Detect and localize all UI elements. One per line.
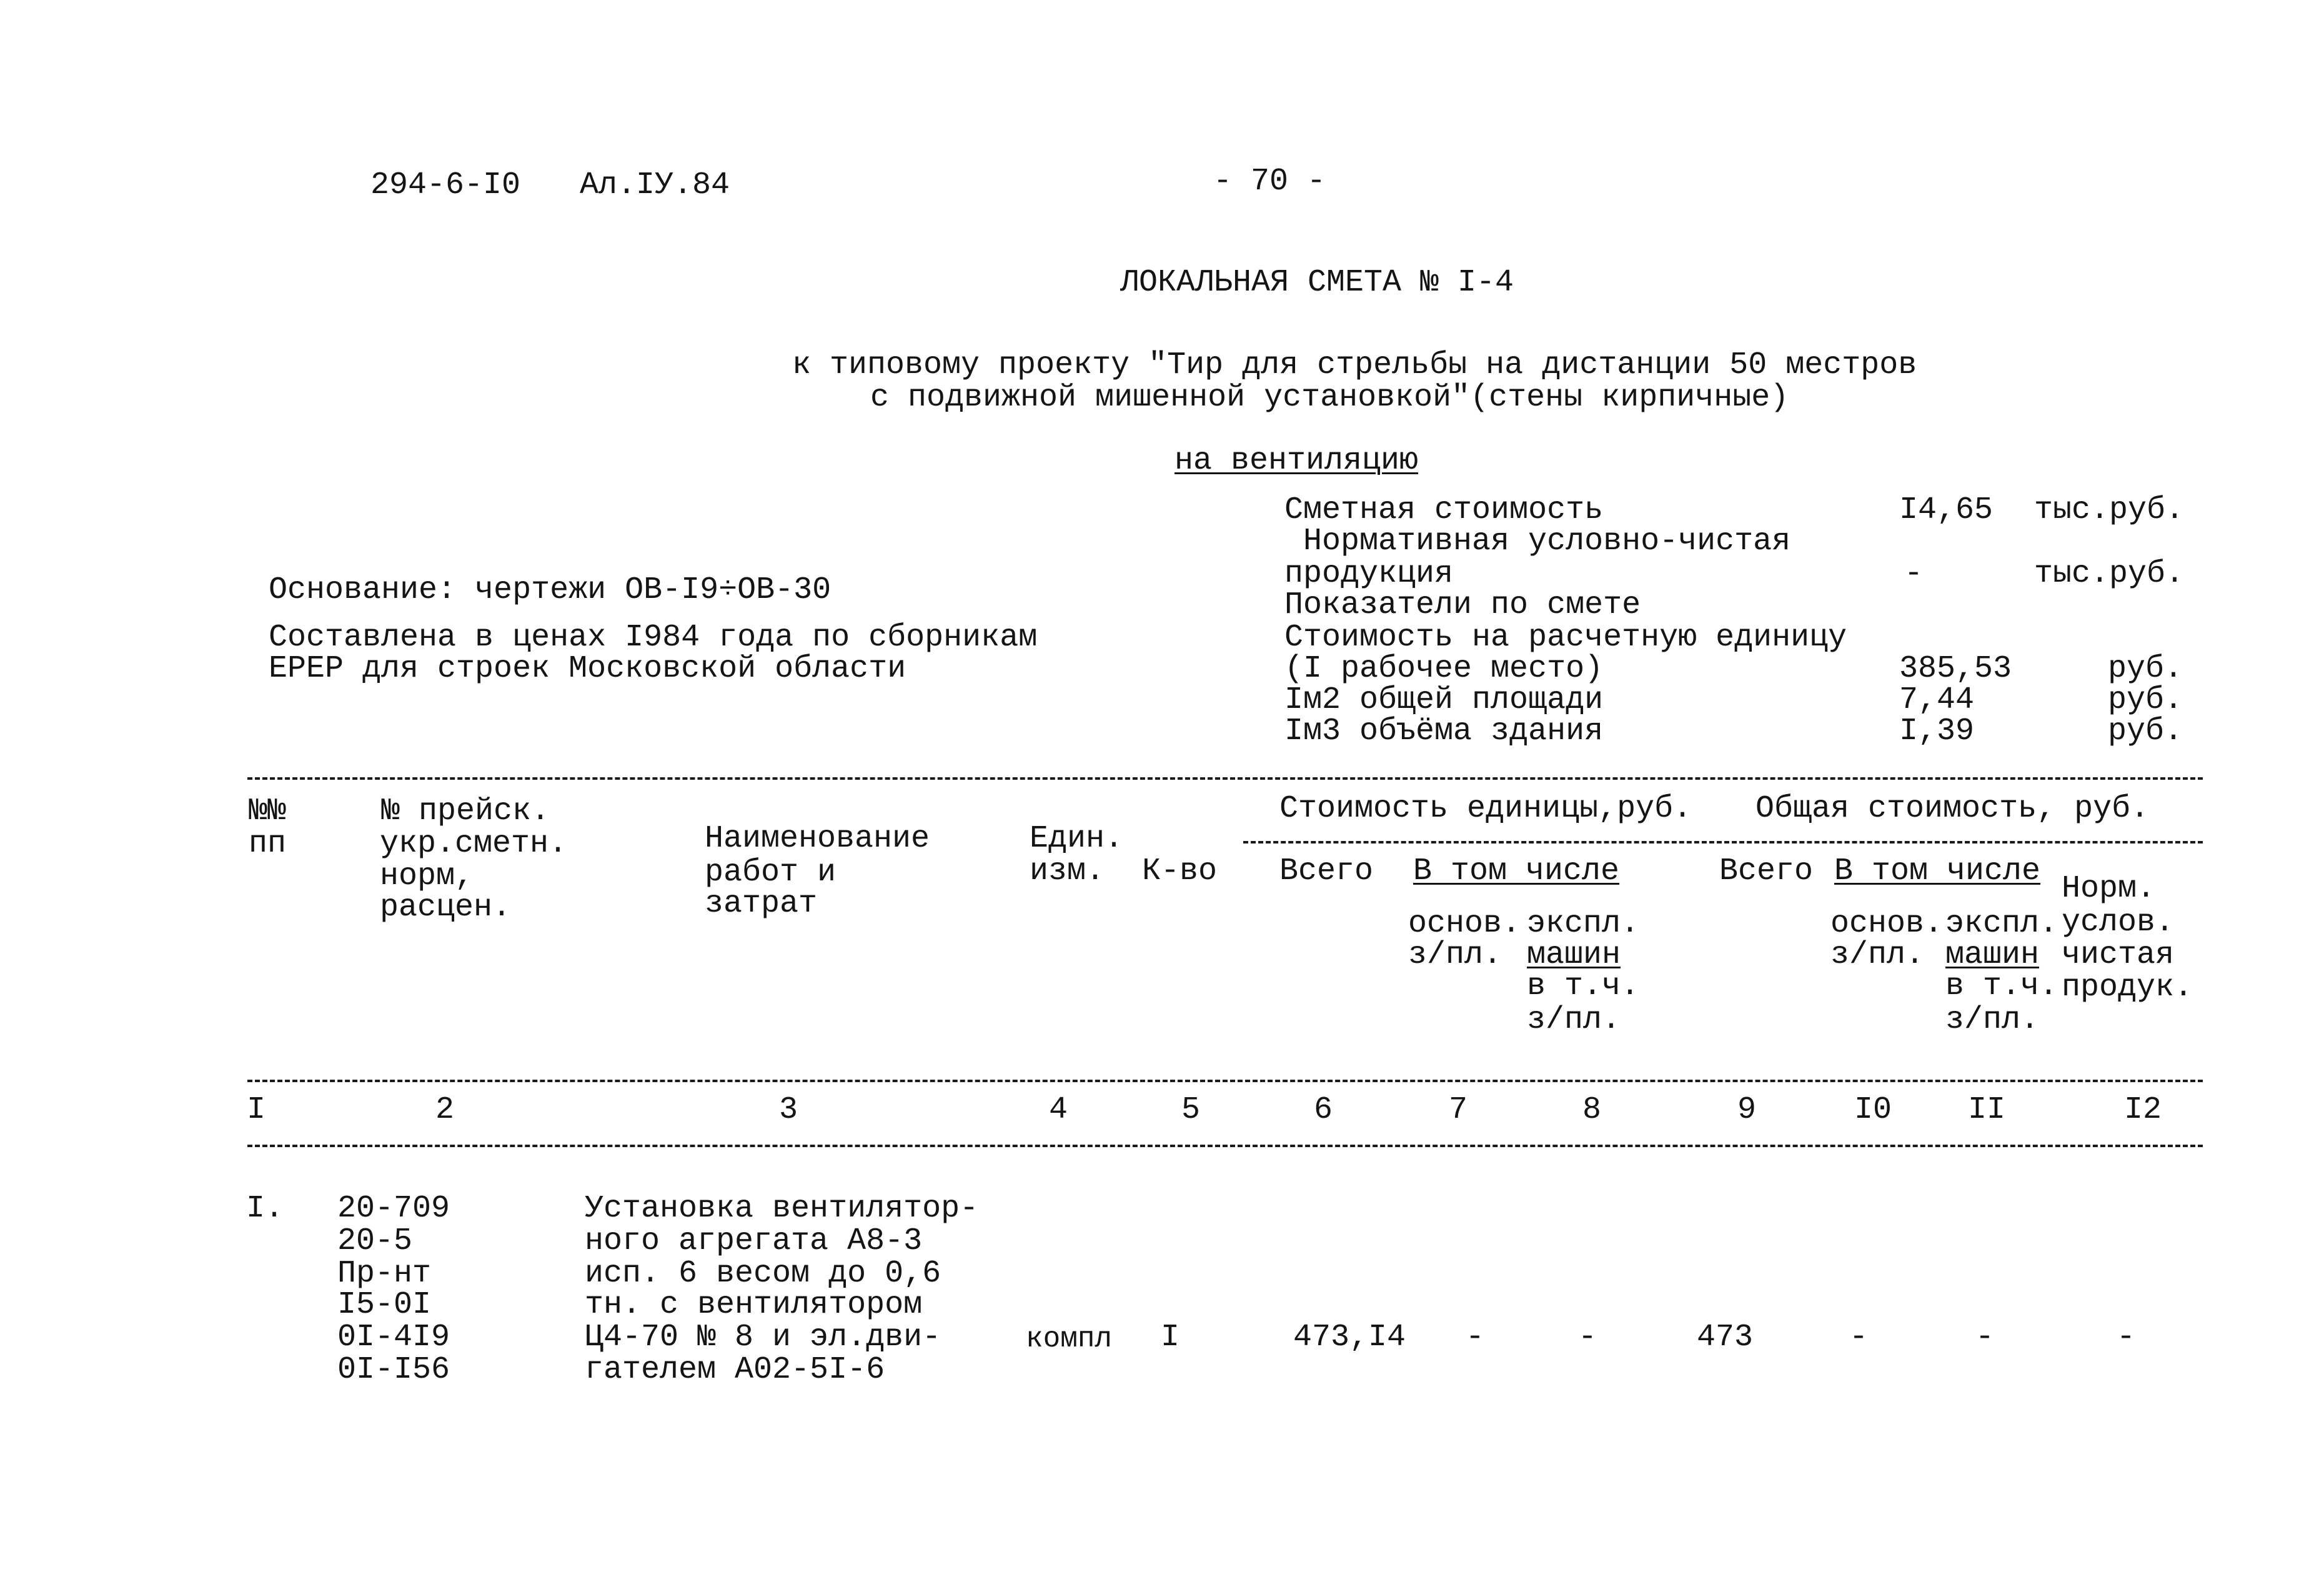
col10-header: основ. <box>1830 906 1944 942</box>
price-code: 0I-4I9 <box>337 1320 450 1355</box>
basis-line-1: Основание: чертежи ОВ-I9÷ОВ-30 <box>269 572 832 608</box>
col7-header: основ. <box>1408 906 1521 942</box>
col8-header: экспл. <box>1527 906 1640 942</box>
page-number: - 70 - <box>1213 164 1326 199</box>
col3-header: работ и <box>705 855 837 890</box>
price-code: 20-709 <box>337 1191 450 1226</box>
subtitle-line-2: с подвижной мишенной установкой"(стены кирпичные) <box>870 380 1789 415</box>
col7-header: з/пл. <box>1408 937 1502 973</box>
total-cost-group-header: Общая стоимость, руб. <box>1755 791 2150 827</box>
summary-unit: руб. <box>2108 682 2183 718</box>
summary-unit: тыс.руб. <box>2034 492 2185 528</box>
work-description: Ц4-70 № 8 и эл.дви- <box>585 1320 941 1355</box>
summary-label: Iм3 объёма здания <box>1284 714 1604 749</box>
album-number: Ал.IУ.84 <box>580 167 730 203</box>
quantity: I <box>1161 1320 1180 1355</box>
col11-header: в т.ч. <box>1945 968 2058 1004</box>
summary-label: Iм2 общей площади <box>1284 682 1604 718</box>
col8-header: в т.ч. <box>1527 968 1640 1004</box>
document-title: ЛОКАЛЬНАЯ СМЕТА № I-4 <box>1120 265 1514 301</box>
col11-header: экспл. <box>1945 906 2058 942</box>
col1-header: пп <box>249 826 287 862</box>
col5-header: К-во <box>1142 853 1218 889</box>
col4-header: Един. <box>1030 821 1124 857</box>
unit-cost-total: 473,I4 <box>1293 1320 1406 1355</box>
col10-11-group-header: В том числе <box>1834 853 2041 889</box>
table-top-rule <box>247 777 2203 780</box>
price-code: I5-0I <box>337 1287 432 1323</box>
col3-header: Наименование <box>705 821 930 857</box>
summary-label: (I рабочее место) <box>1284 651 1604 687</box>
column-number: I0 <box>1854 1092 1892 1128</box>
basis-line-3: ЕРЕР для строек Московской области <box>269 651 906 687</box>
col11-header: з/пл. <box>1945 1002 2040 1038</box>
document-code: 294-6-I0 <box>370 167 521 203</box>
column-number: 7 <box>1448 1092 1468 1128</box>
column-number: 8 <box>1582 1092 1602 1128</box>
summary-label: Стоимость на расчетную единицу <box>1284 620 1847 655</box>
column-number: 6 <box>1313 1092 1333 1128</box>
summary-label: Показатели по смете <box>1284 587 1641 623</box>
total-cost: 473 <box>1697 1320 1754 1355</box>
total-cost-machines: - <box>1975 1320 1995 1355</box>
summary-value: I4,65 <box>1899 492 1994 528</box>
unit-of-measure: компл <box>1026 1323 1113 1355</box>
summary-value: - <box>1904 556 1924 592</box>
col4-header: изм. <box>1030 853 1105 889</box>
column-number: I <box>246 1092 266 1128</box>
col12-header: чистая <box>2062 937 2175 973</box>
col8-header: машин <box>1527 937 1621 973</box>
col2-header: расцен. <box>380 890 512 925</box>
work-description: Установка вентилятор- <box>585 1191 979 1226</box>
summary-unit: руб. <box>2108 651 2183 687</box>
column-number: 2 <box>435 1092 455 1128</box>
col2-header: № прейск. <box>381 794 550 829</box>
basis-line-2: Составлена в ценах I984 года по сборникам <box>269 620 1038 655</box>
header-bottom-rule <box>247 1080 2203 1082</box>
col8-header: з/пл. <box>1527 1002 1621 1038</box>
col12-header: продук. <box>2062 970 2193 1005</box>
col6-header: Всего <box>1279 853 1374 889</box>
total-cost-wages: - <box>1849 1320 1869 1355</box>
summary-unit: руб. <box>2108 714 2183 749</box>
unit-cost-machines: - <box>1578 1320 1597 1355</box>
summary-label: продукция <box>1284 556 1454 592</box>
column-number: 5 <box>1181 1092 1201 1128</box>
price-code: 0I-I56 <box>337 1352 450 1388</box>
group-rule <box>1243 841 2203 843</box>
summary-unit: тыс.руб. <box>2034 556 2185 592</box>
price-code: Пр-нт <box>337 1256 432 1291</box>
unit-cost-group-header: Стоимость единицы,руб. <box>1279 791 1692 827</box>
normative-net-product: - <box>2117 1320 2136 1355</box>
price-code: 20-5 <box>337 1223 413 1259</box>
col12-header: услов. <box>2062 905 2175 940</box>
summary-value: 385,53 <box>1899 651 2012 687</box>
summary-label: Нормативная условно-чистая <box>1303 524 1791 559</box>
column-number: I2 <box>2123 1092 2162 1128</box>
col7-8-group-header: В том числе <box>1413 853 1620 889</box>
summary-label: Сметная стоимость <box>1284 492 1604 528</box>
col9-header: Всего <box>1719 853 1814 889</box>
work-description: тн. с вентилятором <box>585 1287 923 1323</box>
col11-header: машин <box>1945 937 2040 973</box>
work-description: ного агрегата А8-3 <box>585 1223 923 1259</box>
column-number: 4 <box>1048 1092 1068 1128</box>
col2-header: укр.сметн. <box>380 826 568 862</box>
subtitle-line-1: к типовому проекту "Тир для стрельбы на дистанции 50 местров <box>792 347 1917 383</box>
col2-header: норм, <box>380 858 474 894</box>
work-description: исп. 6 весом до 0,6 <box>585 1256 941 1291</box>
column-number: 9 <box>1737 1092 1757 1128</box>
summary-value: 7,44 <box>1899 682 1975 718</box>
row-number: I. <box>246 1191 284 1226</box>
column-number-rule <box>247 1145 2203 1147</box>
col10-header: з/пл. <box>1830 937 1925 973</box>
work-description: гателем А02-5I-6 <box>585 1352 885 1388</box>
column-number: 3 <box>778 1092 798 1128</box>
col3-header: затрат <box>705 886 818 922</box>
column-number: II <box>1967 1092 2006 1128</box>
col1-header: №№ <box>249 794 287 829</box>
unit-cost-wages: - <box>1466 1320 1485 1355</box>
section-title: на вентиляцию <box>1174 443 1419 479</box>
col12-header: Норм. <box>2062 871 2156 907</box>
summary-value: I,39 <box>1899 714 1975 749</box>
